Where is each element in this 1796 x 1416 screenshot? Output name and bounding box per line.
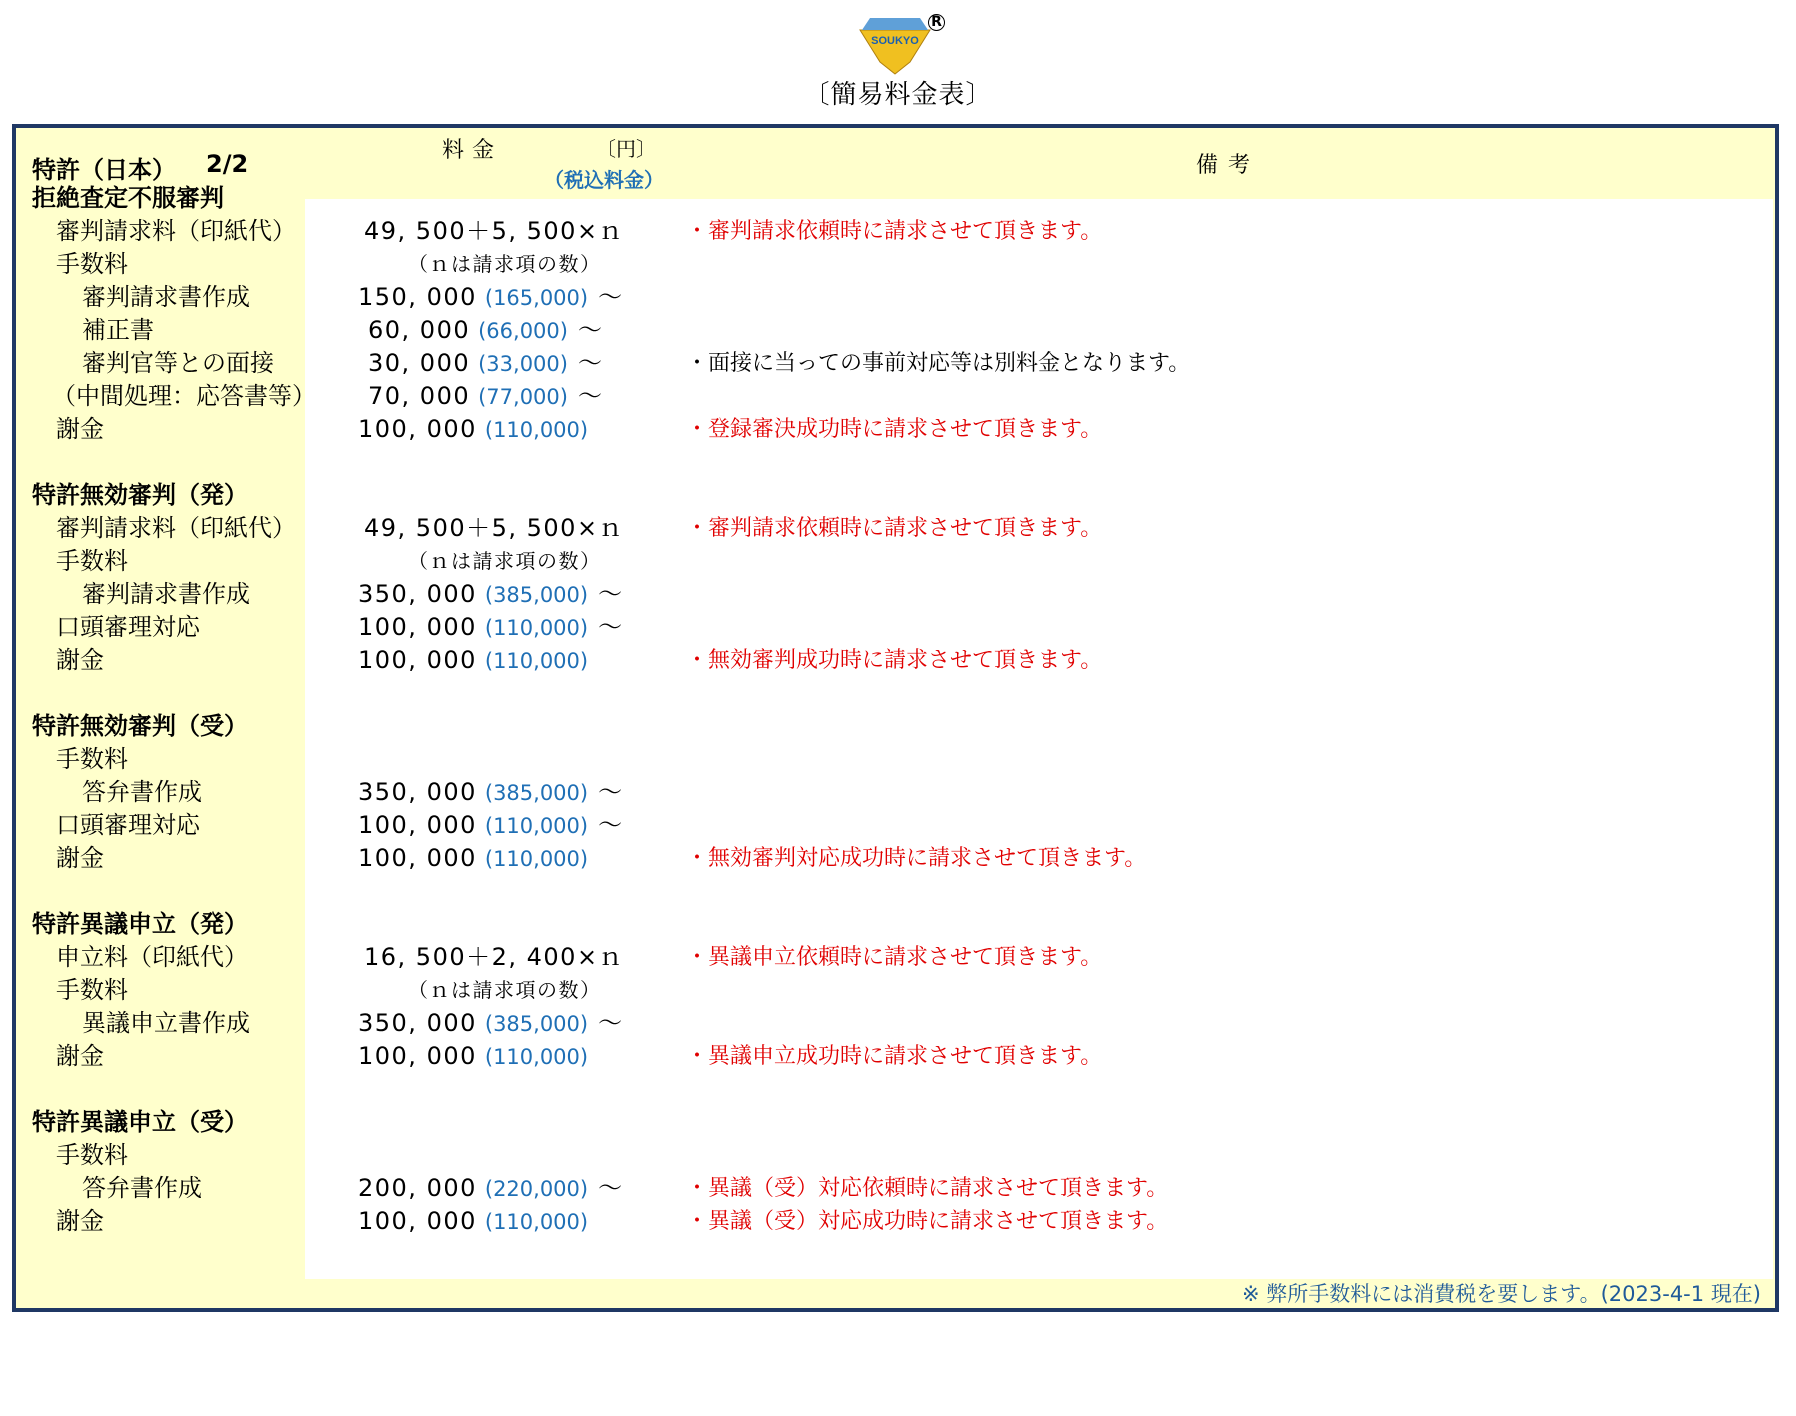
fee-amount bbox=[358, 644, 588, 678]
fee-formula-note: （ｎは請求項の数） bbox=[408, 549, 602, 573]
fee-from-marker: ～ bbox=[577, 316, 604, 344]
row-label: 拒絶査定不服審判 bbox=[32, 184, 224, 212]
remark-text: ・異議申立依頼時に請求させて頂きます。 bbox=[686, 945, 1103, 970]
row-label: 謝金 bbox=[56, 646, 104, 674]
fee-from-marker: ～ bbox=[598, 580, 624, 608]
unit-header: 〔円〕 bbox=[596, 137, 656, 161]
table-row bbox=[16, 776, 1776, 809]
row-label: 特許異議申立（発） bbox=[32, 910, 248, 938]
fee-from-marker: ～ bbox=[598, 811, 624, 839]
fee-tax-included: (385,000) bbox=[484, 583, 589, 607]
table-row bbox=[16, 1205, 1776, 1238]
fee-value: 49, 500＋5, 500×ｎ bbox=[364, 217, 625, 245]
fee-tax-included: (110,000) bbox=[484, 847, 589, 871]
fee-tax-included: (385,000) bbox=[484, 781, 589, 805]
fee-amount bbox=[368, 314, 603, 348]
row-label: 謝金 bbox=[56, 1207, 104, 1235]
fee-value: 150, 000 bbox=[358, 283, 477, 311]
remark-text: ・異議（受）対応依頼時に請求させて頂きます。 bbox=[686, 1176, 1169, 1201]
fee-tax-included: (33,000) bbox=[478, 352, 568, 376]
fee-column-header: 料金 bbox=[442, 138, 503, 163]
table-row bbox=[16, 974, 1776, 1007]
remark-text: ・審判請求依頼時に請求させて頂きます。 bbox=[686, 516, 1103, 541]
remark-text: ・面接に当っての事前対応等は別料金となります。 bbox=[686, 351, 1191, 376]
fee-amount bbox=[364, 215, 624, 248]
row-label: 答弁書作成 bbox=[82, 1174, 202, 1202]
fee-value: 70, 000 bbox=[368, 382, 471, 410]
remark-text: ・異議申立成功時に請求させて頂きます。 bbox=[686, 1044, 1103, 1069]
fee-value: 16, 500＋2, 400×ｎ bbox=[364, 943, 625, 971]
svg-text:SOUKYO: SOUKYO bbox=[871, 35, 919, 47]
table-row bbox=[16, 644, 1776, 677]
fee-amount bbox=[364, 941, 624, 974]
fee-amount bbox=[358, 281, 624, 315]
row-label: 特許異議申立（受） bbox=[32, 1108, 248, 1136]
fee-value: 350, 000 bbox=[358, 1009, 477, 1037]
row-label: 申立料（印紙代） bbox=[56, 943, 248, 971]
row-label: 審判請求書作成 bbox=[82, 283, 250, 311]
row-label: （中間処理：応答書等） bbox=[52, 382, 316, 410]
table-row bbox=[16, 248, 1776, 281]
row-label: 特許無効審判（受） bbox=[32, 712, 248, 740]
table-row bbox=[16, 1007, 1776, 1040]
remark-text: ・審判請求依頼時に請求させて頂きます。 bbox=[686, 219, 1103, 244]
soukyo-logo bbox=[850, 18, 940, 76]
row-label: 手数料 bbox=[56, 250, 128, 278]
fee-amount bbox=[358, 1007, 624, 1041]
table-row bbox=[16, 1040, 1776, 1073]
row-label: 口頭審理対応 bbox=[56, 613, 200, 641]
section-title: 特許（日本） bbox=[32, 156, 176, 184]
section-heading-row bbox=[16, 710, 1776, 743]
fee-value: 200, 000 bbox=[358, 1174, 477, 1202]
remarks-column-header: 備考 bbox=[1196, 153, 1261, 178]
fee-value: 100, 000 bbox=[358, 646, 477, 674]
fee-tax-included: (110,000) bbox=[484, 814, 589, 838]
fee-from-marker: ～ bbox=[598, 1174, 624, 1202]
fee-from-marker: ～ bbox=[577, 349, 604, 377]
row-label: 手数料 bbox=[56, 1141, 128, 1169]
fee-amount bbox=[358, 1205, 588, 1239]
table-row bbox=[16, 281, 1776, 314]
fee-tax-included: (385,000) bbox=[484, 1012, 589, 1036]
fee-tax-included: (110,000) bbox=[484, 649, 589, 673]
fee-amount bbox=[358, 1040, 588, 1074]
fee-value: 30, 000 bbox=[368, 349, 471, 377]
tax-header: （税込料金） bbox=[544, 168, 664, 192]
table-row bbox=[16, 809, 1776, 842]
row-label: 謝金 bbox=[56, 1042, 104, 1070]
row-label: 謝金 bbox=[56, 415, 104, 443]
row-label: 異議申立書作成 bbox=[82, 1009, 250, 1037]
remark-text: ・無効審判成功時に請求させて頂きます。 bbox=[686, 648, 1103, 673]
fee-from-marker: ～ bbox=[598, 283, 624, 311]
fee-tax-included: (220,000) bbox=[484, 1177, 589, 1201]
row-label: 審判請求料（印紙代） bbox=[56, 217, 296, 245]
fee-from-marker: ～ bbox=[598, 1009, 624, 1037]
section-heading-row bbox=[16, 1106, 1776, 1139]
fee-value: 60, 000 bbox=[368, 316, 471, 344]
fee-table bbox=[12, 124, 1779, 1312]
row-label: 審判請求書作成 bbox=[82, 580, 250, 608]
row-label: 手数料 bbox=[56, 976, 128, 1004]
fee-tax-included: (110,000) bbox=[484, 1045, 589, 1069]
table-row bbox=[16, 578, 1776, 611]
remark-text: ・異議（受）対応成功時に請求させて頂きます。 bbox=[686, 1209, 1169, 1234]
fee-value: 100, 000 bbox=[358, 1207, 477, 1235]
fee-tax-included: (77,000) bbox=[478, 385, 568, 409]
table-row bbox=[16, 743, 1776, 776]
fee-amount bbox=[358, 1172, 624, 1206]
fee-amount bbox=[358, 842, 588, 876]
fee-amount bbox=[358, 809, 624, 843]
fee-value: 350, 000 bbox=[358, 778, 477, 806]
table-row bbox=[16, 314, 1776, 347]
table-row bbox=[16, 512, 1776, 545]
table-row bbox=[16, 1172, 1776, 1205]
row-label: 審判請求料（印紙代） bbox=[56, 514, 296, 542]
row-label: 謝金 bbox=[56, 844, 104, 872]
fee-value: 100, 000 bbox=[358, 811, 477, 839]
table-row bbox=[16, 1139, 1776, 1172]
fee-value: 100, 000 bbox=[358, 613, 477, 641]
row-label: 補正書 bbox=[82, 316, 154, 344]
fee-tax-included: (66,000) bbox=[478, 319, 568, 343]
table-row bbox=[16, 380, 1776, 413]
row-label: 審判官等との面接 bbox=[82, 349, 274, 377]
fee-formula-note: （ｎは請求項の数） bbox=[408, 252, 602, 276]
row-label: 手数料 bbox=[56, 745, 128, 773]
table-row bbox=[16, 215, 1776, 248]
fee-value: 100, 000 bbox=[358, 844, 477, 872]
fee-value: 350, 000 bbox=[358, 580, 477, 608]
row-label: 手数料 bbox=[56, 547, 128, 575]
fee-value: 100, 000 bbox=[358, 1042, 477, 1070]
fee-amount bbox=[358, 413, 588, 447]
footer-note: ※ 弊所手数料には消費税を要します。(2023-4-1 現在) bbox=[1242, 1282, 1761, 1306]
fee-amount bbox=[368, 347, 603, 381]
fee-amount bbox=[364, 512, 624, 545]
section-heading-row bbox=[16, 908, 1776, 941]
fee-from-marker: ～ bbox=[598, 778, 624, 806]
table-row bbox=[16, 941, 1776, 974]
section-heading-row bbox=[16, 182, 1776, 215]
fee-from-marker: ～ bbox=[598, 613, 624, 641]
table-row bbox=[16, 413, 1776, 446]
document-title: 〔簡易料金表〕 bbox=[803, 80, 993, 110]
registered-mark: R bbox=[928, 14, 945, 31]
section-heading-row bbox=[16, 479, 1776, 512]
fee-from-marker: ～ bbox=[577, 382, 604, 410]
table-row bbox=[16, 347, 1776, 380]
page-number: 2/2 bbox=[206, 150, 249, 178]
fee-value: 49, 500＋5, 500×ｎ bbox=[364, 514, 625, 542]
table-row bbox=[16, 611, 1776, 644]
table-row bbox=[16, 842, 1776, 875]
remark-text: ・無効審判対応成功時に請求させて頂きます。 bbox=[686, 846, 1147, 871]
row-label: 口頭審理対応 bbox=[56, 811, 200, 839]
fee-tax-included: (110,000) bbox=[484, 1210, 589, 1234]
fee-amount bbox=[358, 611, 624, 645]
fee-amount bbox=[358, 776, 624, 810]
remark-text: ・登録審決成功時に請求させて頂きます。 bbox=[686, 417, 1103, 442]
fee-tax-included: (165,000) bbox=[484, 286, 589, 310]
fee-tax-included: (110,000) bbox=[484, 616, 589, 640]
fee-formula-note: （ｎは請求項の数） bbox=[408, 978, 602, 1002]
row-label: 特許無効審判（発） bbox=[32, 481, 248, 509]
fee-amount bbox=[358, 578, 624, 612]
fee-value: 100, 000 bbox=[358, 415, 477, 443]
fee-amount bbox=[368, 380, 603, 414]
row-label: 答弁書作成 bbox=[82, 778, 202, 806]
fee-tax-included: (110,000) bbox=[484, 418, 589, 442]
table-row bbox=[16, 545, 1776, 578]
